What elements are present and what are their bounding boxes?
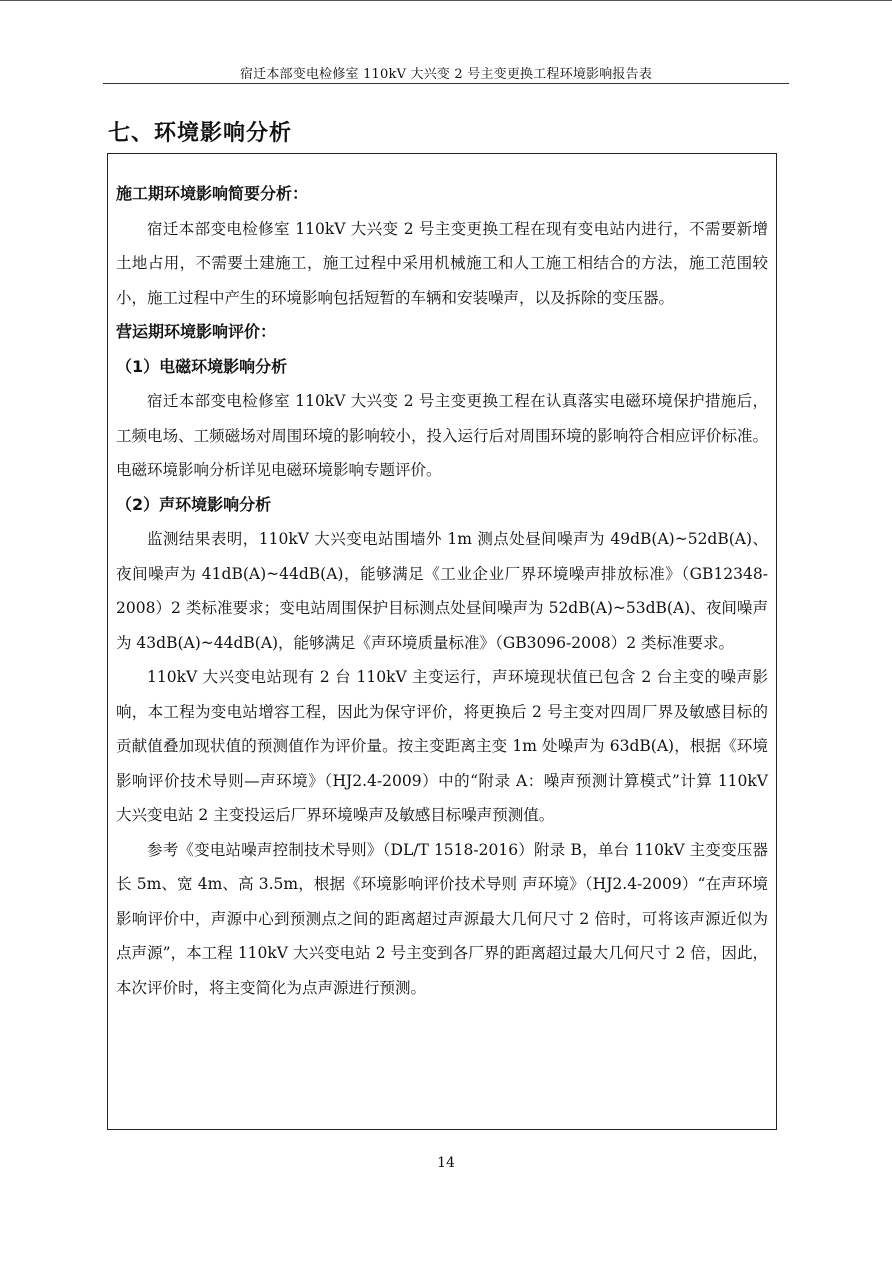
acoustic-heading: （2）声环境影响分析 xyxy=(116,494,272,514)
header-divider xyxy=(103,83,789,84)
analysis-content-box xyxy=(107,153,777,1130)
operation-heading: 营运期环境影响评价： xyxy=(116,322,277,341)
construction-heading: 施工期环境影响简要分析： xyxy=(116,184,309,203)
section-heading: 七、环境影响分析 xyxy=(108,121,293,146)
electromagnetic-paragraph: 宿迁本部变电检修室 110kV 大兴变 2 号主变更换工程在认真落实电磁环境保护措施后，工频电场、工频磁场对周围环境的影响较小，投入运行后对周围环境的影响符合相应评价标准。电磁环境影响分析详见电磁环境影响专题评价。 xyxy=(116,392,768,479)
document-header-title: 宿迁本部变电检修室 110kV 大兴变 2 号主变更换工程环境影响报告表 xyxy=(239,67,653,82)
acoustic-paragraph-prediction: 110kV 大兴变电站现有 2 台 110kV 主变运行，声环境现状值已包含 2 台主变的噪声影响，本工程为变电站增容工程，因此为保守评价，将更换后 2 号主变对四周厂界及敏感目标的贡献值叠加现状值的预测值作为评价量。按主变距离主变 1m 处噪声为 63dB(A)，根据《环境影响评价技术导则—声环境》（HJ2.4-2009）中的“附录 A：噪声预测计算模式”计算 110kV 大兴变电站 2 主变投运后厂界环境噪声及敏感目标噪声预测值。 xyxy=(116,668,768,824)
electromagnetic-heading: （1）电磁环境影响分析 xyxy=(116,356,288,376)
page-top-border xyxy=(0,0,892,1)
page-number: 14 xyxy=(437,1155,455,1171)
acoustic-paragraph-point-source: 参考《变电站噪声控制技术导则》（DL/T 1518-2016）附录 B，单台 110kV 主变变压器长 5m、宽 4m、高 3.5m，根据《环境影响评价技术导则 声环境》（HJ2.4-2009）“在声环境影响评价中，声源中心到预测点之间的距离超过声源最大几何尺寸 2 倍时，可将该声源近似为点声源”，本工程 110kV 大兴变电站 2 号主变到各厂界的距离超过最大几何尺寸 2 倍，因此，本次评价时，将主变简化为点声源进行预测。 xyxy=(116,840,768,997)
acoustic-paragraph-monitoring: 监测结果表明，110kV 大兴变电站围墙外 1m 测点处昼间噪声为 49dB(A)~52dB(A)、夜间噪声为 41dB(A)~44dB(A)，能够满足《工业企业厂界环境噪声排放标准》（GB12348-2008）2 类标准要求；变电站周围保护目标测点处昼间噪声为 52dB(A)~53dB(A)、夜间噪声为 43dB(A)~44dB(A)，能够满足《声环境质量标准》（GB3096-2008）2 类标准要求。 xyxy=(116,530,768,652)
construction-paragraph: 宿迁本部变电检修室 110kV 大兴变 2 号主变更换工程在现有变电站内进行，不需要新增土地占用，不需要土建施工，施工过程中采用机械施工和人工施工相结合的方法，施工范围较小，施工过程中产生的环境影响包括短暂的车辆和安装噪声，以及拆除的变压器。 xyxy=(116,219,768,307)
